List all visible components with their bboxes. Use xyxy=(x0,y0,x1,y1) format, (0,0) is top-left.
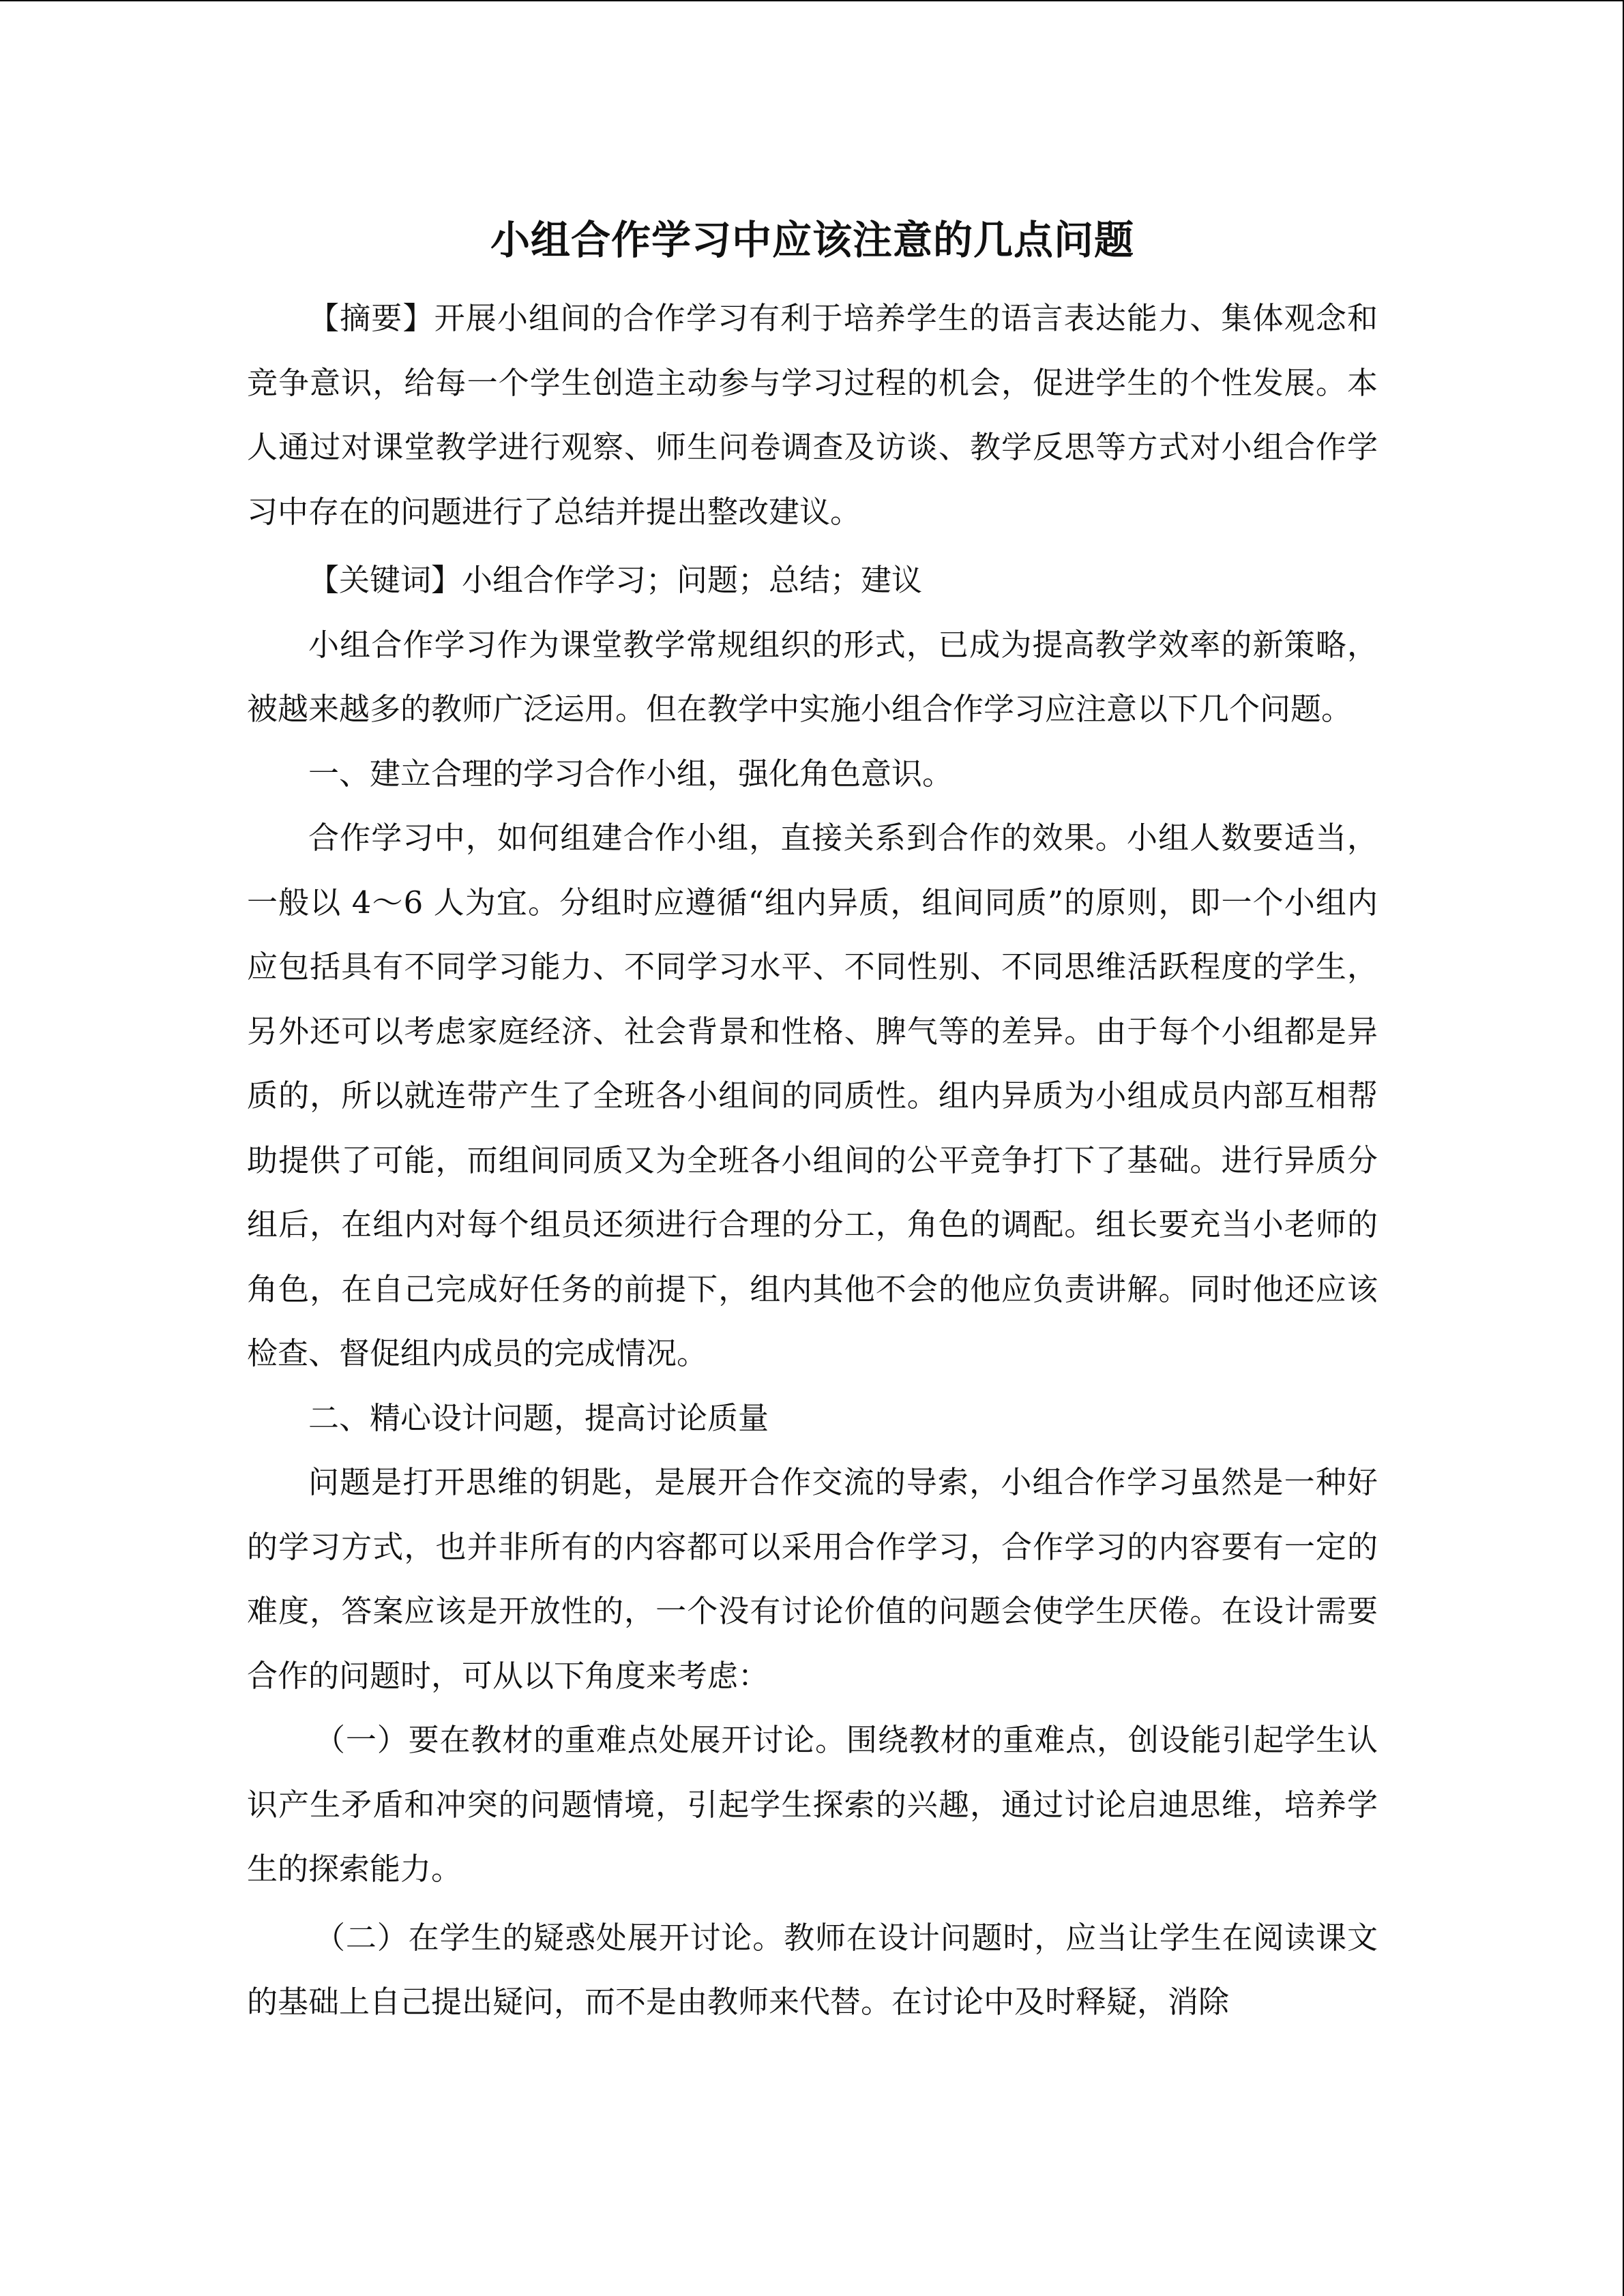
section-1-body: 合作学习中，如何组建合作小组，直接关系到合作的效果。小组人数要适当，一般以 4～6 人为宜。分组时应遵循“组内异质，组间同质”的原则，即一个小组内应包括具有不同学习能力、不同学习水平、不同性别、不同思维活跃程度的学生，另外还可以考虑家庭经济、社会背景和性格、脾气等的差异。由于每个小组都是异质的，所以就连带产生了全班各小组间的同质性。组内异质为小组成员内部互相帮助提供了可能，而组间同质又为全班各小组间的公平竞争打下了基础。进行异质分组后，在组内对每个组员还须进行合理的分工，角色的调配。组长要充当小老师的角色，在自己完成好任务的前提下，组内其他不会的他应负责讲解。同时他还应该检查、督促组内成员的完成情况。 xyxy=(247,820,1378,1371)
section-heading-2: 二、精心设计问题，提高讨论质量 xyxy=(308,1399,769,1436)
intro-paragraph: 小组合作学习作为课堂教学常规组织的形式，已成为提高教学效率的新策略，被越来越多的教师广泛运用。但在教学中实施小组合作学习应注意以下几个问题。 xyxy=(247,626,1378,727)
section-2-body: 问题是打开思维的钥匙，是展开合作交流的导索，小组合作学习虽然是一种好的学习方式，也并非所有的内容都可以采用合作学习，合作学习的内容要有一定的难度，答案应该是开放性的，一个没有讨论价值的问题会使学生厌倦。在设计需要合作的问题时，可从以下角度来考虑： xyxy=(247,1464,1378,1694)
subsection-1: （一）要在教材的重难点处展开讨论。围绕教材的重难点，创设能引起学生认识产生矛盾和冲突的问题情境，引起学生探索的兴趣，通过讨论启迪思维，培养学生的探索能力。 xyxy=(247,1722,1378,1887)
abstract-paragraph: 【摘要】开展小组间的合作学习有利于培养学生的语言表达能力、集体观念和竞争意识，给每一个学生创造主动参与学习过程的机会，促进学生的个性发展。本人通过对课堂教学进行观察、师生问卷调查及访谈、教学反思等方式对小组合作学习中存在的问题进行了总结并提出整改建议。 xyxy=(247,300,1378,530)
document-body xyxy=(247,205,1378,2035)
document-title: 小组合作学习中应该注意的几点问题 xyxy=(490,217,1134,263)
section-heading-1: 一、建立合理的学习合作小组，强化角色意识。 xyxy=(308,755,954,792)
keywords-paragraph: 【关键词】小组合作学习；问题；总结；建议 xyxy=(308,562,923,598)
subsection-2: （二）在学生的疑惑处展开讨论。教师在设计问题时，应当让学生在阅读课文的基础上自己提出疑问，而不是由教师来代替。在讨论中及时释疑，消除 xyxy=(247,1919,1378,2020)
